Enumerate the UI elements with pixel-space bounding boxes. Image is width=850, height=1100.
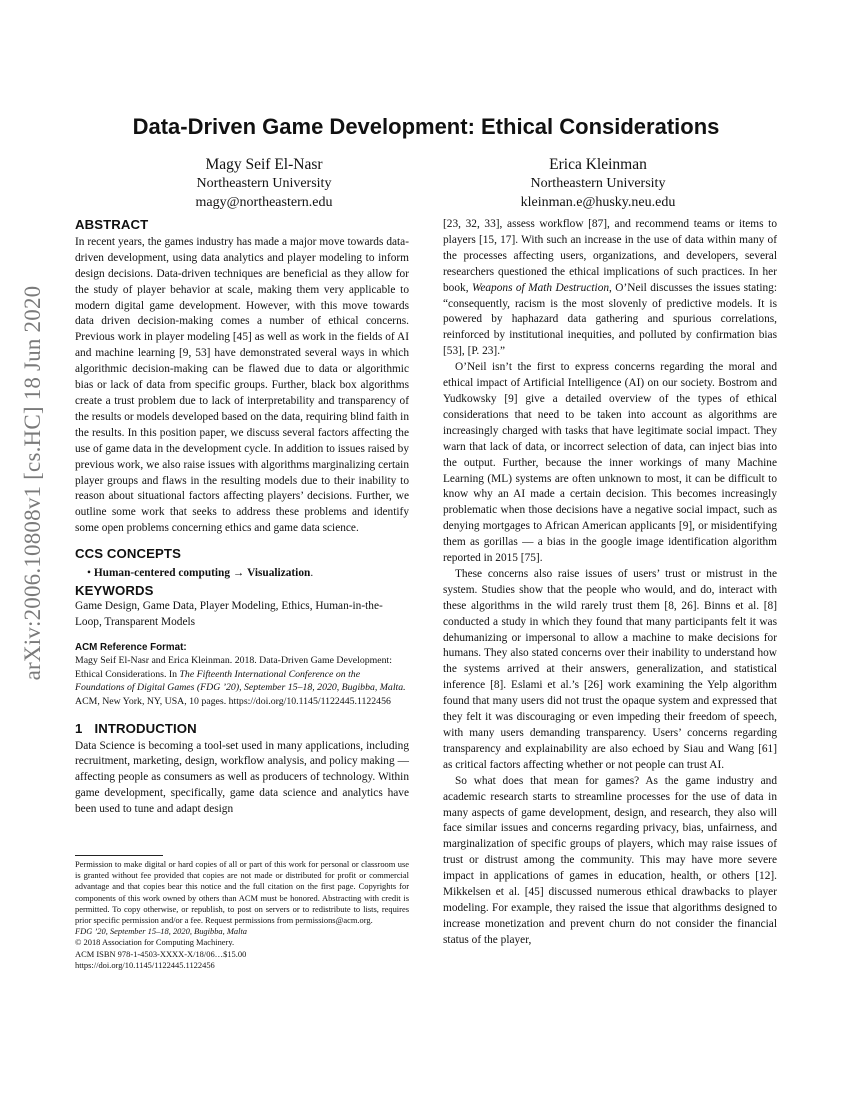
author-affiliation: Northeastern University [530, 176, 666, 191]
body-paragraph: [23, 32, 33], assess workflow [87], and recommend teams or items to players [15, 17]. With such an increase in the use of data within many of the processes affecting users, organizations, and developers, several researchers questioned the ethical implications of such practices. In her book, Weapons of Math Destruction, O’Neil discusses the issues stating: “consequently, racism is the most slovenly of predictive models. It is powered by haphazard data gathering and spurious correlations, reinforced by institutional inequities, and polluted by confirmation bias [53], [P. 23].” [443, 218, 778, 358]
author-affiliation: Northeastern University [196, 176, 332, 191]
copyright-footnote [75, 859, 409, 971]
doi-line: https://doi.org/10.1145/1122445.1122456 [75, 959, 215, 970]
body-paragraph: So what does that mean for games? As the game industry and academic research starts to streamline processes for the use of data in many aspects of game development, design, and research, they also will face similar issues and concerns regarding privacy, bias, unfairness, and marginalization of specific groups of players, which may raise issues of trust or distrust among the community. This may have more severe impact in applications of games in education, health, or others [12]. Mikkelsen et al. [45] discussed numerous ethical drawbacks to player modeling. For example, they raised the issue that algorithms designed to increase monetization and prevent churn do not consider the financial status of the player, [443, 774, 777, 946]
author-email: magy@northeastern.edu [195, 195, 333, 210]
right-column [443, 217, 777, 949]
permission-notice: Permission to make digital or hard copies of all or part of this work for personal or classroom use is granted without fee provided that copies are not made or distributed for profit or commercial advantage and that copies bear this notice and the full citation on the first page. Copyrights for components of this work owned by others than ACM must be honored. Abstracting with credit is permitted. To copy otherwise, or republish, to post on servers or to redistribute to lists, requires prior specific permission and/or a fee. Request permissions from permissions@acm.org. [75, 859, 409, 926]
venue-line: FDG ’20, September 15–18, 2020, Bugibba, Malta [75, 926, 248, 937]
copyright-line: © 2018 Association for Computing Machinery. [75, 937, 235, 948]
author-email: kleinman.e@husky.neu.edu [520, 195, 676, 210]
author-block [448, 155, 748, 212]
abstract-heading: ABSTRACT [75, 217, 149, 232]
reference-format [75, 641, 409, 709]
abstract-text: In recent years, the games industry has made a major move towards data-driven development, using data analytics and player modeling to inform design decisions. Data-driven techniques are beneficial as they allow for the study of player behavior at scale, making them very applicable to modern digital game development. However, with this move towards data driven decision-making comes a number of ethical concerns. Previous work in player modeling [45] as well as work in the fields of AI and machine learning [9, 53] have demonstrated several ways in which algorithmic decision-making can be flawed due to data or algorithmic bias or lack of data from specific groups. Further, black box algorithms create a trust problem due to lack of interpretability and transparency of the results or models developed based on the data, requiring blind faith in the results. In this position paper, we discuss several factors affecting the use of game data in the development cycle. In addition to issues raised by previous work, we also raise issues with algorithms marginalizing certain player groups and flaws in the resulting models due to their inability to reason about situational factors affecting players’ decisions. Further, we outline some work that seeks to address these problems and identify some open problems concerning ethics and game data science. [75, 235, 409, 535]
reference-format-text: Magy Seif El-Nasr and Erica Kleinman. 2018. Data-Driven Game Development: Ethical Considerations. In The Fifteenth International Conference on the Foundations of Digital Games (FDG ’20), September 15–18, 2020, Bugibba, Malta. ACM, New York, NY, USA, 10 pages. https://doi.org/10.1145/1122445.1122456 [75, 655, 406, 708]
body-paragraph: O’Neil isn’t the first to express concerns regarding the moral and ethical impact of Artificial Intelligence (AI) on our society. Bostrom and Yudkowsky [9] give a detailed overview of the types of ethical considerations that need to be taken into account as algorithms are increasingly charged with tasks that have legitimate social impact. They warn that lack of data, or incorrect selection of data, can inject bias into the output. Further, because the inner workings of many Machine Learning (ML) systems are often unknown to most, it can be difficult to know why an AI made a certain decision. This becomes increasingly problematic when those decisions have a negative social impact, such as denying mortgages to African American applicants [9], or misidentifying them as gorillas — a bias in the google image identification algorithm reported in 2015 [75]. [443, 361, 777, 565]
reference-format-heading: ACM Reference Format: [75, 641, 187, 653]
body-paragraph: These concerns also raise issues of users’ trust or mistrust in the system. Studies show that the people who would, and do, interact with these algorithms in the wild rarely trust them [8, 26]. Binns et al. [8] conducted a study in which they found that many participants felt it was dehumanizing or impersonal to allow a machine to make decisions for humans. They also stated concerns over their inability to understand how the systems arrived at their answers, generalization, and statistical inference [8]. Eslami et al.’s [26] work examining the Yelp algorithm found that many users did not trust the opaque system and expressed that they felt it was discouraging or even impeding their freedom of speech, with many users demanding transparency. Users’ concerns regarding transparency and explainability are also echoed by Siau and Wang [61] as critical factors affecting whether or not people can trust AI. [443, 567, 777, 771]
keywords-text: Game Design, Game Data, Player Modeling, Ethics, Human-in-the-Loop, Transparent Models [75, 599, 383, 628]
author-block [114, 155, 414, 212]
ccs-heading: CCS CONCEPTS [75, 546, 181, 562]
keywords-heading: KEYWORDS [75, 582, 154, 598]
author-name: Erica Kleinman [549, 156, 647, 173]
arxiv-identifier: arXiv:2006.10808v1 [cs.HC] 18 Jun 2020 [20, 285, 45, 680]
footnote-rule [75, 855, 163, 856]
ccs-item: • Human-centered computing → Visualization. [87, 567, 314, 580]
isbn-line: ACM ISBN 978-1-4503-XXXX-X/18/06…$15.00 [75, 948, 247, 959]
paper-title: Data-Driven Game Development: Ethical Considerations [132, 114, 720, 139]
intro-text: Data Science is becoming a tool-set used in many applications, including recruitment, marketing, design, workflow analysis, and policy making — affecting people as consumers as well as producers of technology. Within game development, specifically, game data science and analytics have been used to tune and adapt design [75, 739, 409, 816]
intro-heading: 1 INTRODUCTION [75, 720, 197, 736]
author-name: Magy Seif El-Nasr [205, 156, 323, 173]
left-column [75, 217, 409, 818]
